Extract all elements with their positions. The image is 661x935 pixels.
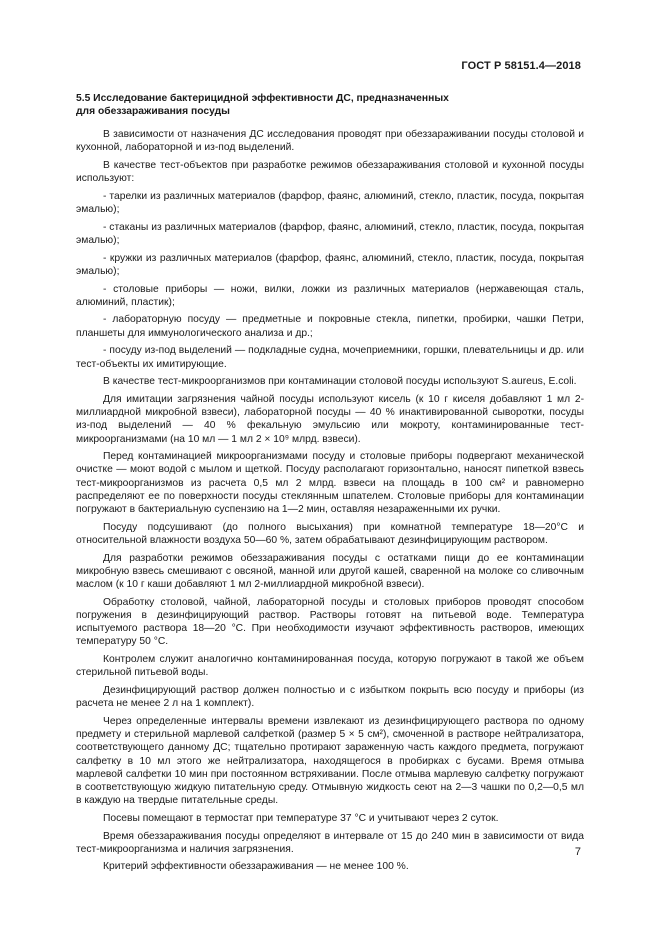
paragraph: Для имитации загрязнения чайной посуды используют кисель (к 10 г киселя добавляют 1 мл 2-миллиардной микробной взвеси), лабораторной посуды — 40 % инактивированной сыворотки, посуды из-под выделений — 40 % фекальную эмульсию или мокроту, контаминированные тест-микроорганизмами (на 10 мл — 1 мл 2 × 10⁹ млрд. взвеси). [76,393,584,445]
paragraph: Через определенные интервалы времени извлекают из дезинфицирующего раствора по одному предмету и стерильной марлевой салфеткой (размер 5 × 5 см²), смоченной в растворе нейтрализатора, соответствующего данному ДС; тщательно протирают зараженную часть каждого предмета, погружают салфетку в 10 мл этого же нейтрализатора, находящегося в пробирках с бусами. Время отмыва марлевой салфетки 10 мин при постоянном встряхивании. После отмыва марлевую салфетку погружают в соответствующую жидкую питательную среду. Отмывную жидкость сеют на 2—3 чашки по 0,2—0,5 мл в каждую на твердые питательные среды. [76,715,584,807]
list-item: - кружки из различных материалов (фарфор, фаянс, алюминий, стекло, пластик, посуда, покрытая эмалью); [76,252,584,277]
paragraph: Контролем служит аналогично контаминированная посуда, которую погружают в такой же объем стерильной питьевой воды. [76,654,584,679]
list-item: - посуду из-под выделений — подкладные судна, мочеприемники, горшки, плевательницы и др. или тест-объекты их имитирующие. [76,345,584,370]
paragraph: В качестве тест-микроорганизмов при контаминации столовой посуды используют S.aureus, E.coli. [103,376,577,388]
paragraph: Посуду подсушивают (до полного высыхания) при комнатной температуре 18—20°С и относительной влажности воздуха 50—60 %, затем обрабатывают дезинфицирующим раствором. [76,521,584,546]
paragraph: В зависимости от назначения ДС исследования проводят при обеззараживании посуды столовой и кухонной, лабораторной и из-под выделений. [76,129,584,154]
list-item: - стаканы из различных материалов (фарфор, фаянс, алюминий, стекло, пластик, посуда, покрытая эмалью); [76,221,584,246]
section-title [76,92,584,118]
list-item: - лабораторную посуду — предметные и покровные стекла, пипетки, пробирки, чашки Петри, планшеты для иммунологического анализа и др.; [76,314,584,339]
paragraph: Для разработки режимов обеззараживания посуды с остатками пищи до ее контаминации микробную взвесь смешивают с овсяной, манной или другой кашей, сваренной на молоке со сливочным маслом (к 10 г каши добавляют 1 мл 2-миллиардной микробной взвеси). [76,552,584,591]
paragraph: Критерий эффективности обеззараживания — не менее 100 %. [103,861,409,873]
paragraph: Обработку столовой, чайной, лабораторной посуды и столовых приборов проводят способом погружения в дезинфицирующий раствор. Растворы готовят на питьевой воде. Температура испытуемого раствора 18—20 °С. При необходимости изучают эффективность растворов, имеющих температуру 50 °С. [76,596,584,648]
paragraph: Дезинфицирующий раствор должен полностью и с избытком покрыть всю посуду и приборы (из расчета не менее 2 л на 1 комплект). [76,685,584,710]
document-body [76,92,584,878]
section-title-line-1: 5.5 Исследование бактерицидной эффективности ДС, предназначенных [76,93,449,104]
section-title-line-2: для обеззараживания посуды [76,106,230,117]
paragraph: Перед контаминацией микроорганизмами посуду и столовые приборы подвергают механической очистке — моют водой с мылом и щеткой. Посуду располагают горизонтально, наносят пипеткой взвесь тест-микроорганизмов из расчета 0,5 мл 2 млрд. взвеси на площадь в 100 см² и равномерно распределяют ее по поверхности посуды стеклянным шпателем. Столовые приборы для контаминации погружают в бактериальную суспензию на 1—2 мин, оставляя незараженными их ручки. [76,451,584,516]
list-item: - тарелки из различных материалов (фарфор, фаянс, алюминий, стекло, пластик, посуда, покрытая эмалью); [76,190,584,216]
paragraph: В качестве тест-объектов при разработке режимов обеззараживания столовой и кухонной посуды используют: [76,159,584,185]
paragraph: Время обеззараживания посуды определяют в интервале от 15 до 240 мин в зависимости от вида тест-микроорганизма и наличия загрязнения. [76,830,584,855]
paragraph: Посевы помещают в термостат при температуре 37 °С и учитывают через 2 суток. [103,812,499,824]
standard-code: ГОСТ Р 58151.4—2018 [461,60,581,72]
page-number: 7 [574,846,581,858]
list-item: - столовые приборы — ножи, вилки, ложки из различных материалов (нержавеющая сталь, алюминий, пластик); [76,283,584,308]
